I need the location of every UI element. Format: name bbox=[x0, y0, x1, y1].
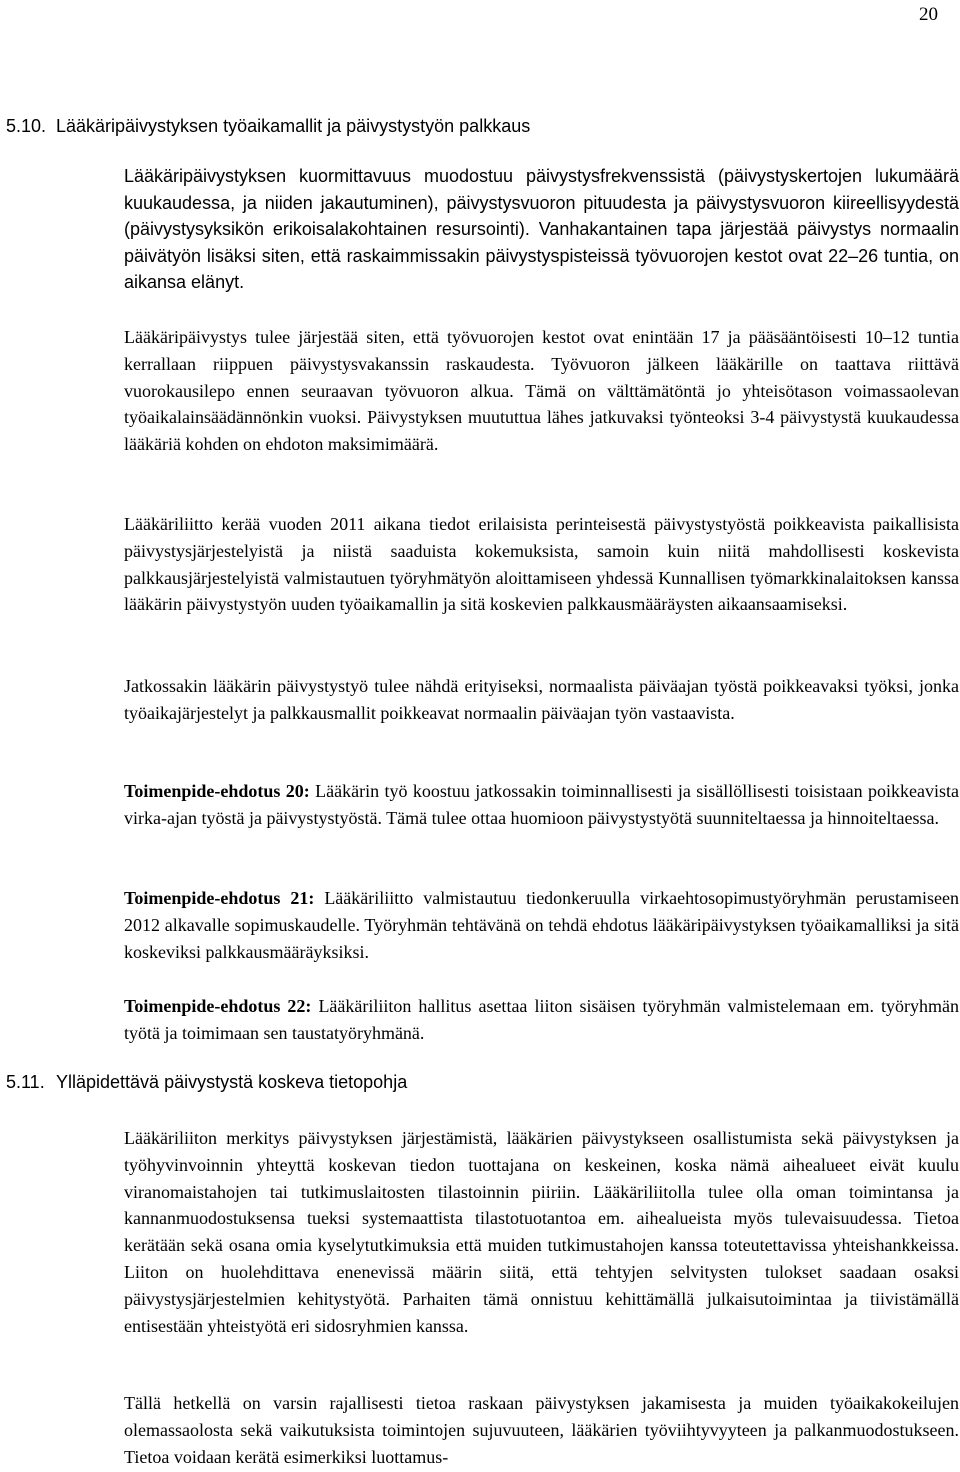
proposal-text: Lääkäriliiton hallitus asettaa liiton sisäisen työryhmän valmistelemaan em. työryhmän työtä ja toimimaan sen taustatyöryhmänä. bbox=[124, 996, 960, 1043]
proposal-22 bbox=[124, 993, 959, 1047]
paragraph-knowledge-base: Lääkäriliiton merkitys päivystyksen järjestämistä, lääkärien päivystykseen osallistumista sekä päivystyksen ja työhyvinvoinnin yhteyttä koskevan tiedon tuottajana on keskeinen, koska nämä aihealueet eivät kuulu viranomaistahojen tai tutkimuslaitosten tilastoinnin piiriin. Lääkäriliitolla tulee olla oman toimintansa ja kannanmuodostuksensa tueksi systemaattista tilastotuotantoa em. aihealueista myös tulevaisuudessa. Tietoa kerätään sekä osana omia kyselytutkimuksia että muiden tutkimustahojen kanssa toteutettavissa yhteishankkeissa. Liiton on huolehdittava enenevissä määrin siitä, että tehtyjen selvitysten tulokset saadaan osaksi päivystysjärjestelmien kehitystyötä. Parhaiten tämä onnistuu kehittämällä julkaisutoimintaa ja tiivistämällä entisestään yhteistyötä eri sidosryhmien kanssa. bbox=[124, 1128, 959, 1336]
proposal-21 bbox=[124, 885, 959, 965]
section-title: Lääkäripäivystyksen työaikamallit ja päivystystyön palkkaus bbox=[56, 116, 531, 136]
proposal-lead: Toimenpide-ehdotus 20: bbox=[124, 781, 310, 801]
proposal-20 bbox=[124, 778, 959, 832]
paragraph-data-collection: Lääkäriliitto kerää vuoden 2011 aikana tiedot erilaisista perinteisestä päivystystyöstä poikkeavista paikallisista päivystysjärjestelyistä ja niistä saaduista kokemuksista, samoin kuin niitä mahdollisesti koskevista palkkausjärjestelyistä valmistautuen työryhmätyön aloittamiseen yhdessä Kunnallisen työmarkkinalaitoksen kanssa lääkärin päivystystyön uuden työaikamallin ja sitä koskevien palkkausmääräysten aikaansaamiseksi. bbox=[124, 514, 959, 615]
proposal-text: Lääkärin työ koostuu jatkossakin toiminnallisesti ja sisällöllisesti toisistaan poikkeavista virka-ajan työstä ja päivystystyöstä. Tämä tulee ottaa huomioon päivystystyötä suunniteltaessa ja hinnoiteltaessa. bbox=[124, 781, 960, 828]
proposal-lead: Toimenpide-ehdotus 22: bbox=[124, 996, 312, 1016]
section-heading-5-10 bbox=[6, 116, 530, 137]
paragraph-special-work: Jatkossakin lääkärin päivystystyö tulee nähdä erityiseksi, normaalista päiväajan työstä poikkeavaksi työksi, jonka työaikajärjestelyt ja palkkausmallit poikkeavat normaalin päiväajan työn vastaavista. bbox=[124, 676, 959, 723]
section-number: 5.10. bbox=[6, 116, 47, 136]
section-heading-5-11 bbox=[6, 1072, 407, 1093]
page-number: 20 bbox=[919, 4, 938, 25]
proposal-lead: Toimenpide-ehdotus 21: bbox=[124, 888, 315, 908]
section-title: Ylläpidettävä päivystystä koskeva tietopohja bbox=[56, 1072, 408, 1092]
section-number: 5.11. bbox=[6, 1072, 45, 1092]
paragraph-shift-length: Lääkäripäivystys tulee järjestää siten, että työvuorojen kestot ovat enintään 17 ja pääsääntöisesti 10–12 tuntia kerrallaan riippuen päivystysvakanssin raskaudesta. Työvuoron jälkeen lääkärille on taattava riittävä vuorokausilepo ennen seuraavan työvuoron alkua. Tämä on välttämätöntä jo yhteisötason voimassaolevan työaikalainsäädännönkin vuoksi. Päivystyksen muututtua lähes jatkuvaksi työnteoksi 3-4 päivystystä kuukaudessa lääkäriä kohden on ehdoton maksimimäärä. bbox=[124, 327, 959, 455]
proposal-text: Lääkäriliitto valmistautuu tiedonkeruulla virkaehtosopimustyöryhmän perustamiseen 2012 alkavalle sopimuskaudelle. Työryhmän tehtävänä on tehdä ehdotus lääkäripäivystyksen työaikamalliksi ja sitä koskeviksi palkkausmääräyksiksi. bbox=[124, 888, 960, 962]
paragraph-workload: Lääkäripäivystyksen kuormittavuus muodostuu päivystysfrekvenssistä (päivystyskertojen lukumäärä kuukaudessa, ja niiden jakautuminen), päivystysvuoron pituudesta ja päivystysvuoron kiireellisyydestä (päivystysyksikön erikoisalakohtainen resursointi). Vanhakantainen tapa järjestää päivystys normaalin päivätyön lisäksi siten, että raskaimmissakin päivystyspisteissä työvuorojen kestot ovat 22–26 tuntia, on aikansa elänyt. bbox=[124, 166, 959, 292]
paragraph-current-knowledge: Tällä hetkellä on varsin rajallisesti tietoa raskaan päivystyksen jakamisesta ja muiden työaikakokeilujen olemassaolosta sekä vaikutuksista toimintojen sujuvuuteen, lääkärien työviihtyvyyteen ja palkanmuodostukseen. Tietoa voidaan kerätä esimerkiksi luottamus- bbox=[124, 1393, 959, 1467]
